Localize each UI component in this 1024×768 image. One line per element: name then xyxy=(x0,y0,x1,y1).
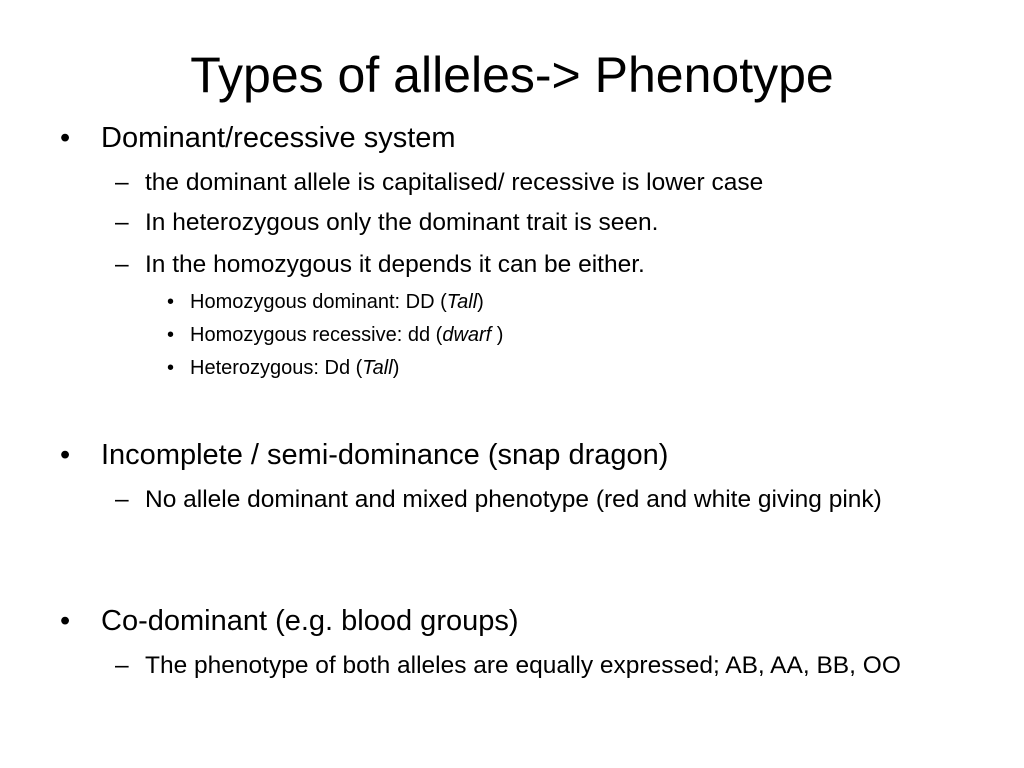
section-heading-incomplete-dominance xyxy=(60,437,669,473)
closing-paren: ) xyxy=(491,324,504,346)
phenotype-term: dwarf xyxy=(442,324,492,346)
bullet-dot: • xyxy=(167,357,175,379)
sub-list-item xyxy=(167,355,400,381)
bullet-dot: • xyxy=(60,605,71,637)
section-heading-co-dominant xyxy=(60,603,519,639)
bullet-dash: – xyxy=(115,209,129,236)
list-item-text: the dominant allele is capitalised/ recessive is lower case xyxy=(145,169,764,196)
phenotype-term: Tall xyxy=(362,357,393,379)
section-heading-text: Incomplete / semi-dominance (snap dragon) xyxy=(101,439,669,471)
section-heading-dominant-recessive xyxy=(60,120,456,156)
bullet-dot: • xyxy=(60,439,71,471)
section-heading-text: Dominant/recessive system xyxy=(101,122,456,154)
list-item xyxy=(115,167,764,199)
sub-list-item xyxy=(167,289,484,315)
sub-list-item-text xyxy=(190,355,399,381)
list-item xyxy=(115,207,659,239)
genotype-label: Heterozygous: Dd ( xyxy=(190,357,363,379)
list-item-text: In the homozygous it depends it can be either. xyxy=(145,251,645,278)
closing-paren: ) xyxy=(392,357,400,379)
sub-list-item xyxy=(167,322,504,348)
slide-title: Types of alleles-> Phenotype xyxy=(190,47,834,103)
list-item-text: The phenotype of both alleles are equally expressed; AB, AA, BB, OO xyxy=(145,652,901,679)
section-heading-text: Co-dominant (e.g. blood groups) xyxy=(101,605,519,637)
list-item xyxy=(115,249,645,281)
sub-list-item-text xyxy=(190,289,484,315)
list-item xyxy=(115,650,935,682)
bullet-dash: – xyxy=(115,169,129,196)
phenotype-term: Tall xyxy=(446,291,478,313)
bullet-dot: • xyxy=(167,324,175,346)
bullet-dash: – xyxy=(115,486,129,513)
bullet-dot: • xyxy=(167,291,175,313)
genotype-label: Homozygous recessive: dd ( xyxy=(190,324,443,346)
bullet-dash: – xyxy=(115,251,129,278)
genotype-label: Homozygous dominant: DD ( xyxy=(190,291,447,313)
list-item-text: In heterozygous only the dominant trait is seen. xyxy=(145,209,659,236)
list-item-text: No allele dominant and mixed phenotype (red and white giving pink) xyxy=(145,486,882,513)
sub-list-item-text xyxy=(190,322,503,348)
bullet-dash: – xyxy=(115,652,129,679)
bullet-dot: • xyxy=(60,122,71,154)
closing-paren: ) xyxy=(477,291,484,313)
list-item xyxy=(115,484,935,516)
